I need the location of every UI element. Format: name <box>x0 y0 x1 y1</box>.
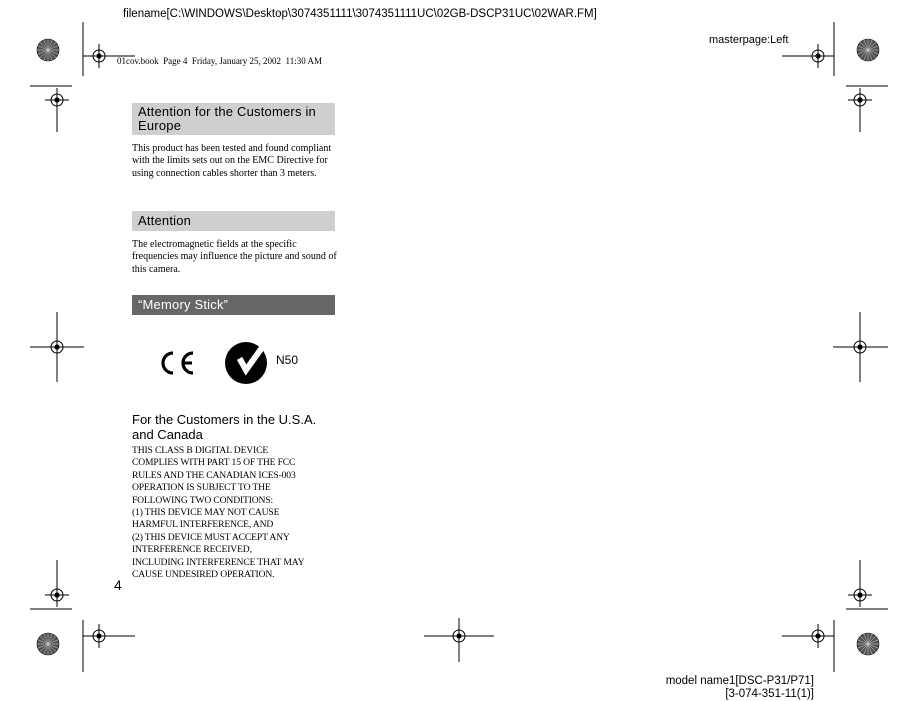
fcc-line: (2) THIS DEVICE MUST ACCEPT ANY <box>132 531 290 543</box>
fcc-line: COMPLIES WITH PART 15 OF THE FCC <box>132 457 296 469</box>
fcc-statement <box>132 445 342 581</box>
memory-stick-heading: “Memory Stick” <box>132 295 335 315</box>
ctick-code: N50 <box>276 353 299 367</box>
fcc-line: CAUSE UNDESIRED OPERATION. <box>132 569 275 581</box>
fcc-line: HARMFUL INTERFERENCE, AND <box>132 519 274 531</box>
fcc-line: INCLUDING INTERFERENCE THAT MAY <box>132 556 305 568</box>
fcc-line: (1) THIS DEVICE MAY NOT CAUSE <box>132 507 280 519</box>
book-info-line: 01cov.book Page 4 Friday, January 25, 2002 11:30 AM <box>117 56 322 66</box>
filename-header: filename[C:\WINDOWS\Desktop\3074351111\3074351111UC\02GB-DSCP31UC\02WAR.FM] <box>123 8 597 20</box>
model-line: model name1[DSC-P31/P71] <box>665 675 814 687</box>
ce-mark-icon <box>160 350 198 376</box>
star-target-icon <box>37 39 59 61</box>
model-name-footer <box>664 675 814 701</box>
usa-canada-heading: For the Customers in the U.S.A. and Canada <box>132 412 317 442</box>
star-target-icon <box>857 633 879 655</box>
c-tick-mark-icon <box>224 340 270 386</box>
europe-body: This product has been tested and found compliant with the limits sets out on the EMC Directive for using connection cables shorter than 3 meters. <box>132 143 332 179</box>
europe-heading: Attention for the Customers in Europe <box>132 103 335 135</box>
part-number-line: [3-074-351-11(1)] <box>725 688 814 700</box>
star-target-icon <box>37 633 59 655</box>
fcc-line: FOLLOWING TWO CONDITIONS: <box>132 494 274 506</box>
fcc-line: INTERFERENCE RECEIVED, <box>132 544 252 556</box>
fcc-line: OPERATION IS SUBJECT TO THE <box>132 482 271 494</box>
fcc-line: THIS CLASS B DIGITAL DEVICE <box>132 445 269 456</box>
fcc-line: RULES AND THE CANADIAN ICES-003 <box>132 469 296 481</box>
attention-heading: Attention <box>132 211 335 231</box>
star-target-icon <box>857 39 879 61</box>
page-number: 4 <box>114 577 122 593</box>
masterpage-label: masterpage:Left <box>709 34 789 46</box>
attention-body: The electromagnetic fields at the specific frequencies may influence the picture and sound of this camera. <box>132 239 337 275</box>
